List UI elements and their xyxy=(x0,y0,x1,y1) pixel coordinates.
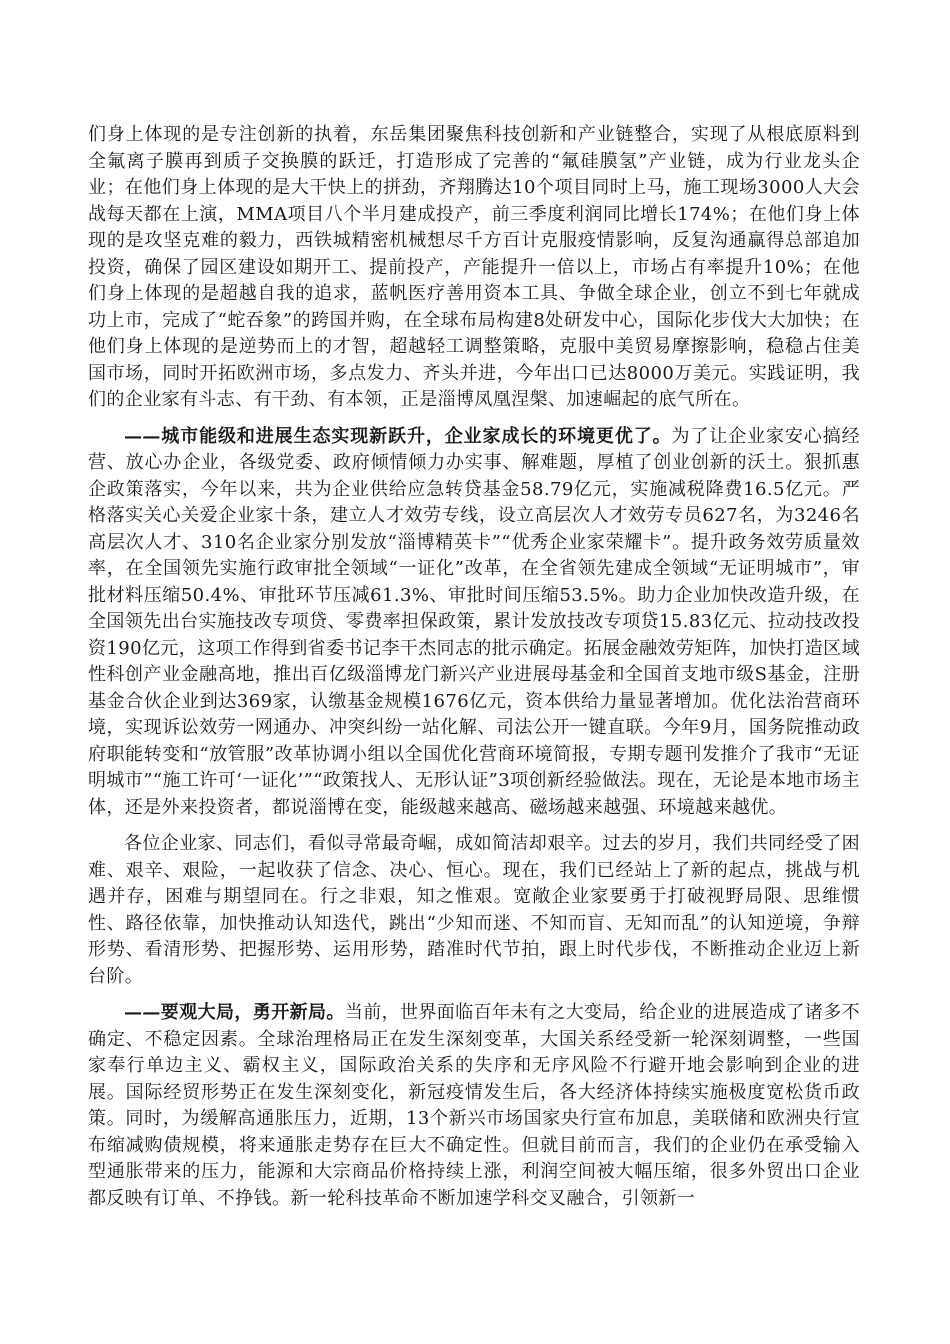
paragraph-2-text: 为了让企业家安心搞经营、放心办企业，各级党委、政府倾情倾力办实事、解难题，厚植了创业创新的沃土。狠抓惠企政策落实，今年以来，共为企业供给应急转贷基金58.79亿元，实施减税降费16.5亿元。严格落实关心关爱企业家十条，建立人才效劳专线，设立高层次人才效劳专员627名，为3246名高层次人才、310名企业家分别发放“淄博精英卡”“优秀企业家荣耀卡”。提升政务效劳质量效率，在全国领先实施行政审批全领域“一证化”改革，在全省领先建成全领域“无证明城市”，审批材料压缩50.4%、审批环节压减61.3%、审批时间压缩53.5%。助力企业加快改造升级，在全国领先出台实施技改专项贷、零费率担保政策，累计发放技改专项贷15.83亿元、拉动技改投资190亿元，这项工作得到省委书记李干杰同志的批示确定。拓展金融效劳矩阵，加快打造区域性科创产业金融高地，推出百亿级淄博龙门新兴产业进展母基金和全国首支地市级S基金，注册基金合伙企业到达369家，认缴基金规模1676亿元，资本供给力量显著增加。优化法治营商环境，实现诉讼效劳一网通办、冲突纠纷一站化解、司法公开一键直联。今年9月，国务院推动政府职能转变和“放管服”改革协调小组以全国优化营商环境简报，专期专题刊发推介了我市“无证明城市”“施工许可‘一证化’”“政策找人、无形认证”3项创新经验做法。现在，无论是本地市场主体，还是外来投资者，都说淄博在变，能级越来越高、磁场越来越强、环境越来越优。 xyxy=(88,425,860,818)
document-body xyxy=(88,122,860,1222)
paragraph-1-text: 们身上体现的是专注创新的执着，东岳集团聚焦科技创新和产业链整合，实现了从根底原料到全氟离子膜再到质子交换膜的跃迁，打造形成了完善的“氟硅膜氢”产业链，成为行业龙头企业；在他们身上体现的是大干快上的拼劲，齐翔腾达10个项目同时上马，施工现场3000人大会战每天都在上演，MMA项目八个半月建成投产，前三季度利润同比增长174%；在他们身上体现的是攻坚克难的毅力，西铁城精密机械想尽千方百计克服疫情影响，反复沟通赢得总部追加投资，确保了园区建设如期开工、提前投产，产能提升一倍以上，市场占有率提升10%；在他们身上体现的是超越自我的追求，蓝帆医疗善用资本工具、争做全球企业，创立不到七年就成功上市，完成了“蛇吞象”的跨国并购，在全球布局构建8处研发中心，国际化步伐大大加快；在他们身上体现的是逆势而上的才智，超越轻工调整策略，克服中美贸易摩擦影响，稳稳占住美国市场，同时开拓欧洲市场，多点发力、齐头并进，今年出口已达8000万美元。实践证明，我们的企业家有斗志、有干劲、有本领，正是淄博凤凰涅槃、加速崛起的底气所在。 xyxy=(88,124,860,410)
paragraph-1 xyxy=(88,122,860,414)
paragraph-4-text: 当前，世界面临百年未有之大变局，给企业的进展造成了诸多不确定、不稳定因素。全球治理格局正在发生深刻变革，大国关系经受新一轮深刻调整，一些国家奉行单边主义、霸权主义，国际政治关系的失序和无序风险不行避开地会影响到企业的进展。国际经贸形势正在发生深刻变化，新冠疫情发生后，各大经济体持续实施极度宽松货币政策。同时，为缓解高通胀压力，近期，13个新兴市场国家央行宣布加息，美联储和欧洲央行宣布缩减购债规模，将来通胀走势存在巨大不确定性。但就目前而言，我们的企业仍在承受输入型通胀带来的压力，能源和大宗商品价格持续上涨，利润空间被大幅压缩，很多外贸出口企业都反映有订单、不挣钱。新一轮科技革命不断加速学科交叉融合，引领新一 xyxy=(88,1002,861,1209)
paragraph-2-heading: ——城市能级和进展生态实现新跃升，企业家成长的环境更优了。 xyxy=(124,425,672,447)
paragraph-4-heading: ——要观大局，勇开新局。 xyxy=(124,1002,345,1023)
paragraph-4 xyxy=(88,1000,860,1212)
paragraph-3-text: 各位企业家、同志们，看似寻常最奇崛，成如简洁却艰辛。过去的岁月，我们共同经受了困难、艰辛、艰险，一起收获了信念、决心、恒心。现在，我们已经站上了新的起点，挑战与机遇并存，困难与期望同在。行之非艰，知之惟艰。宽敞企业家要勇于打破视野局限、思维惯性、路径依靠，加快推动认知迭代，跳出“少知而迷、不知而盲、无知而乱”的认知逆境，争辩形势、看清形势、把握形势、运用形势，踏准时代节拍，跟上时代步伐，不断推动企业迈上新台阶。 xyxy=(88,833,860,987)
paragraph-3 xyxy=(88,831,860,990)
paragraph-2 xyxy=(88,424,860,822)
